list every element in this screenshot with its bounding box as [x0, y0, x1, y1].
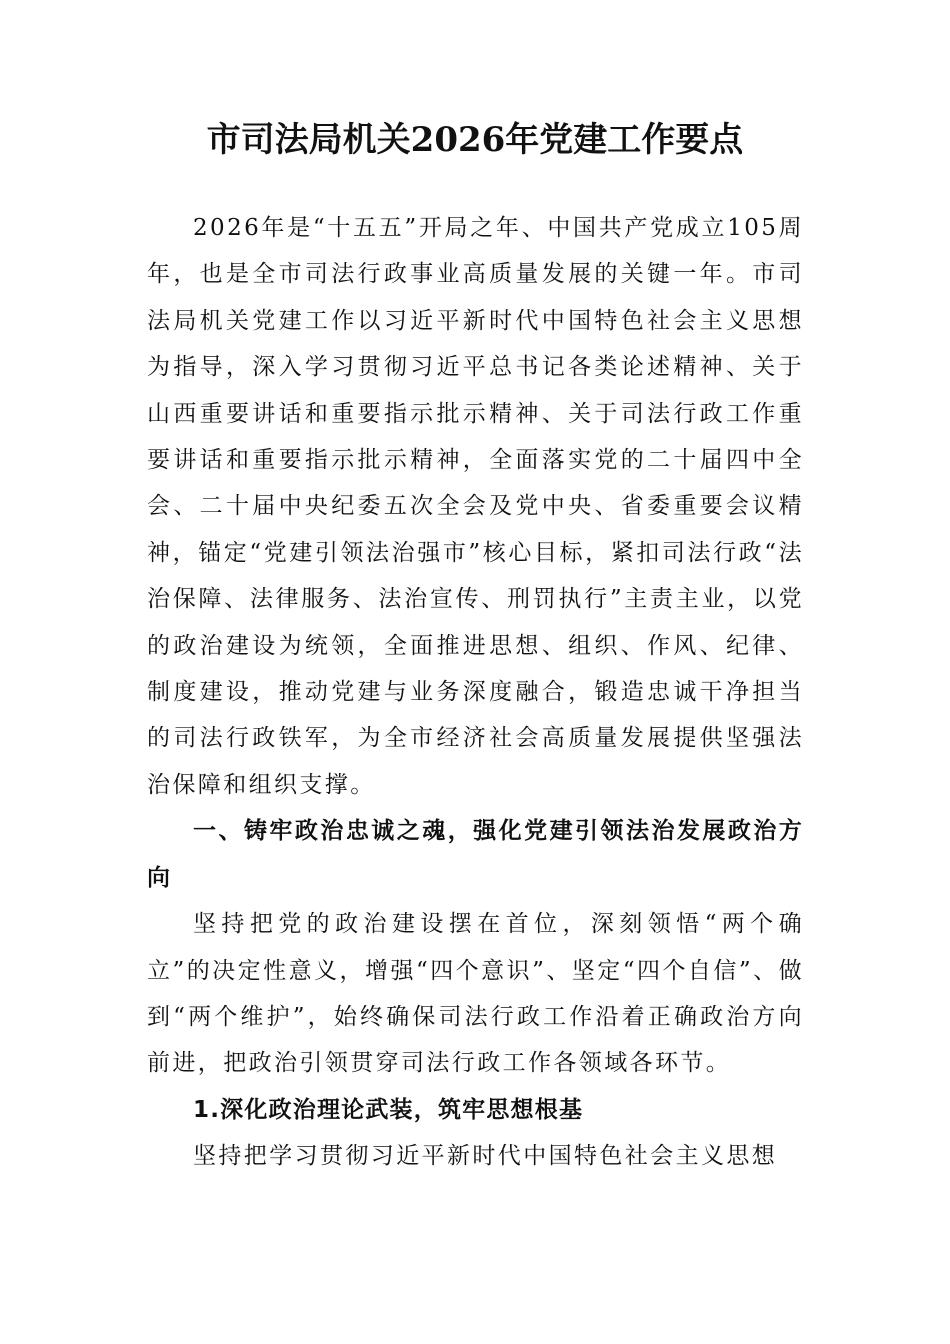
- document-body: [147, 205, 804, 1180]
- document-title: 市司法局机关2026年党建工作要点: [206, 120, 744, 160]
- section-1-paragraph: 坚持把党的政治建设摆在首位，深刻领悟“两个确立”的决定性意义，增强“四个意识”、坚定“四个自信”、做到“两个维护”，始终确保司法行政工作沿着正确政治方向前进，把政治引领贯穿司法行政工作各领域各环节。: [147, 911, 804, 1077]
- intro-paragraph: 2026年是“十五五”开局之年、中国共产党成立105周年，也是全市司法行政事业高质量发展的关键一年。市司法局机关党建工作以习近平新时代中国特色社会主义思想为指导，深入学习贯彻习近平总书记各类论述精神、关于山西重要讲话和重要指示批示精神、关于司法行政工作重要讲话和重要指示批示精神，全面落实党的二十届四中全会、二十届中央纪委五次全会及党中央、省委重要会议精神，锚定“党建引领法治强市”核心目标，紧扣司法行政“法治保障、法律服务、法治宣传、刑罚执行”主责主业，以党的政治建设为统领，全面推进思想、组织、作风、纪律、制度建设，推动党建与业务深度融合，锻造忠诚干净担当的司法行政铁军，为全市经济社会高质量发展提供坚强法治保障和组织支撑。: [147, 215, 804, 798]
- item-1-paragraph: 坚持把学习贯彻习近平新时代中国特色社会主义思想: [193, 1143, 778, 1170]
- item-1-heading: 1.深化政治理论武装，筑牢思想根基: [193, 1096, 584, 1123]
- section-1-heading: 一、铸牢政治忠诚之魂，强化党建引领法治发展政治方向: [147, 818, 804, 891]
